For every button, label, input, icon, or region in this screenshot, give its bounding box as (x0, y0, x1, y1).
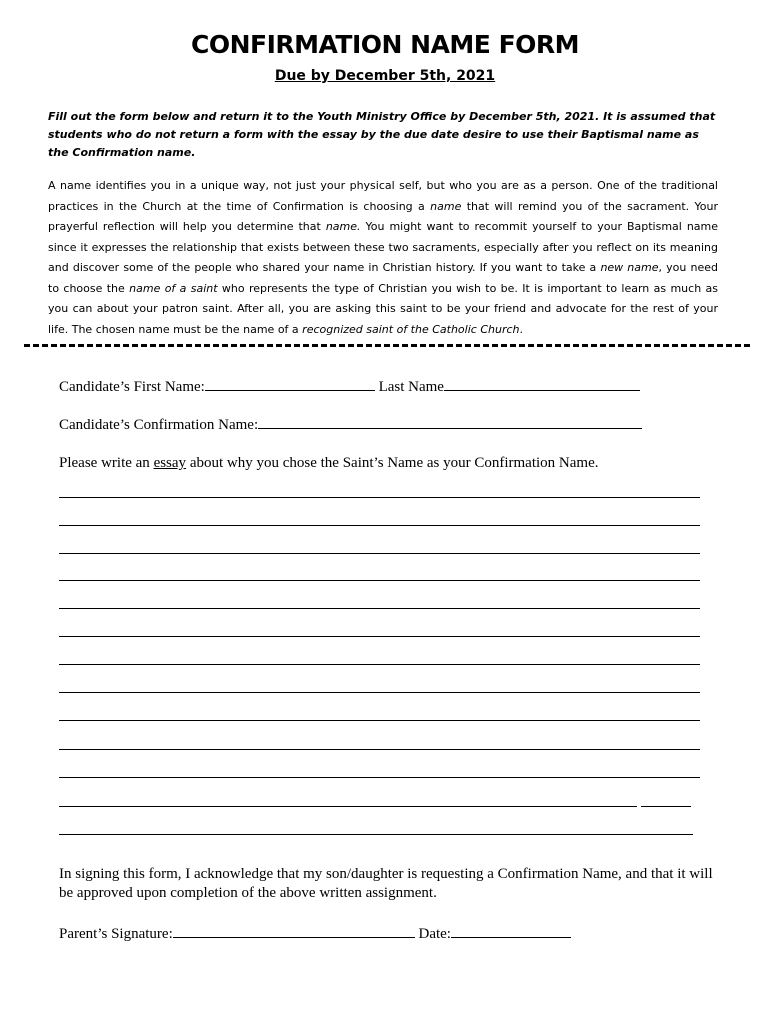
essay-line[interactable] (59, 806, 637, 807)
essay-line[interactable] (59, 497, 700, 498)
date-label: Date: (418, 926, 451, 942)
parent-signature-label: Parent’s Signature: (59, 926, 173, 942)
para-text: who represents the type of Christian you wish to be. It is important to learn as much as you can about your patron saint. After all, you are asking this saint to be your friend and advocate for the rest of your life. The chosen name must be the name of a (48, 281, 718, 336)
para-emphasis: name. (325, 220, 361, 233)
acknowledgement-text: In signing this form, I acknowledge that my son/daughter is requesting a Confirmation Name, and that it will be approved upon completion of the above written assignment. (59, 866, 713, 901)
para-text: You might want to recommit yourself to your Baptismal name since it expresses the relationship that exists between these two sacraments, especially after you reflect on its meaning and discover some of the people who shared your name in Christian history. If you want to take a (48, 220, 719, 274)
intro-paragraph (48, 176, 718, 340)
last-name-label: Last Name (378, 379, 444, 395)
confirmation-name-label: Candidate’s Confirmation Name: (59, 417, 259, 433)
instructions: Fill out the form below and return it to the Youth Ministry Office by December 5th, 2021. It is assumed that students who do not return a form with the essay by the due date desire to use their Baptismal name as the Confirmation name. (48, 110, 716, 159)
form-title: CONFIRMATION NAME FORM (190, 30, 580, 59)
essay-line[interactable] (59, 636, 700, 637)
first-name-label: Candidate’s First Name: (59, 379, 205, 395)
date-field[interactable] (451, 923, 571, 938)
para-emphasis: name of a saint (129, 281, 218, 295)
essay-line[interactable] (59, 525, 700, 526)
cut-line-divider (24, 344, 750, 347)
essay-prompt-text: Please write an (59, 455, 154, 471)
parent-signature-field[interactable] (173, 923, 415, 938)
essay-line[interactable] (59, 608, 700, 609)
para-emphasis: recognized saint of the Catholic Church (302, 322, 520, 336)
essay-line-end[interactable] (641, 806, 691, 807)
name-row (59, 376, 640, 396)
essay-line[interactable] (59, 664, 700, 665)
essay-line[interactable] (59, 777, 700, 778)
essay-prompt-underlined: essay (153, 455, 187, 471)
para-text: , you need to choose the (48, 261, 718, 295)
confirmation-name-row (59, 414, 642, 434)
para-text: A name identifies you in a unique way, not just your physical self, but who you are as a person. One of the traditional practices in the Church at the time of Confirmation is choosing a (48, 179, 718, 213)
confirmation-name-field[interactable] (258, 414, 642, 429)
para-text: that will remind you of the sacrament. Your prayerful reflection will help you determine that (48, 199, 718, 233)
essay-line[interactable] (59, 749, 700, 750)
essay-prompt-text: about why you chose the Saint’s Name as your Confirmation Name. (186, 455, 599, 471)
essay-line[interactable] (59, 834, 693, 835)
para-emphasis: new name (600, 261, 659, 274)
essay-line[interactable] (59, 720, 700, 721)
due-date: Due by December 5th, 2021 (274, 68, 496, 84)
para-text: . (519, 322, 523, 336)
last-name-field[interactable] (444, 376, 640, 391)
essay-line[interactable] (59, 580, 700, 581)
first-name-field[interactable] (205, 376, 375, 391)
signature-row (59, 923, 571, 943)
essay-line[interactable] (59, 692, 700, 693)
essay-line[interactable] (59, 553, 700, 554)
para-emphasis: name (430, 199, 462, 213)
essay-prompt (59, 455, 598, 472)
